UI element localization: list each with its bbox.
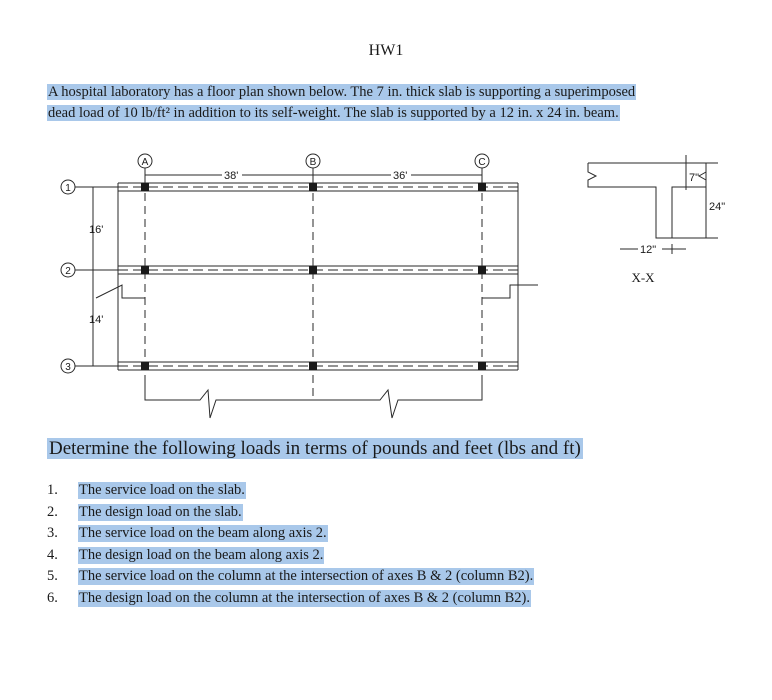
- task-text: The design load on the column at the intersection of axes B & 2 (column B2).: [79, 589, 531, 606]
- list-item: [47, 480, 534, 502]
- task-number: 2.: [47, 503, 58, 520]
- task-text: The service load on the slab.: [79, 482, 245, 499]
- task-prompt-text: Determine the following loads in terms of pounds and feet (lbs and ft): [49, 438, 581, 459]
- list-item: [47, 545, 534, 567]
- beam-axis-2: [118, 266, 518, 274]
- break-line-left: [96, 285, 145, 298]
- axis-label-1: 1: [65, 183, 71, 194]
- beam-width-label: 12": [640, 244, 657, 256]
- page-title: HW1: [368, 42, 404, 59]
- beam-depth-label: 24": [709, 201, 726, 213]
- span-2-label: 36': [393, 170, 408, 182]
- task-text: The design load on the beam along axis 2.: [79, 546, 324, 563]
- span-1-label: 38': [224, 170, 239, 182]
- slab-thickness-label: 7": [689, 172, 700, 184]
- floor-plan-drawing: [0, 140, 772, 430]
- task-number: 4.: [47, 546, 58, 563]
- task-prompt: [47, 438, 583, 460]
- row-spacing-2-label: 14': [89, 314, 104, 326]
- section-x-x: [588, 155, 718, 254]
- section-label: X-X: [631, 270, 655, 285]
- row-spacing-1-label: 16': [89, 224, 104, 236]
- task-text: The service load on the column at the intersection of axes B & 2 (column B2).: [79, 568, 534, 585]
- axis-label-b: B: [309, 157, 317, 168]
- task-number: 5.: [47, 568, 58, 585]
- axis-label-3: 3: [65, 362, 71, 373]
- list-item: [47, 523, 534, 545]
- list-item: [47, 566, 534, 588]
- beam-axis-3: [118, 362, 518, 370]
- task-list: [47, 480, 534, 609]
- axis-label-2: 2: [65, 266, 71, 277]
- problem-statement: [47, 82, 737, 124]
- beam-axis-1: [118, 183, 518, 191]
- task-number: 6.: [47, 589, 58, 606]
- intro-line-2: dead load of 10 lb/ft² in addition to its self-weight. The slab is supported by a 12 in. x 24 in. beam.: [48, 105, 619, 121]
- task-number: 3.: [47, 525, 58, 542]
- list-item: [47, 588, 534, 610]
- task-number: 1.: [47, 482, 58, 499]
- list-item: [47, 502, 534, 524]
- axis-label-c: C: [478, 157, 486, 168]
- break-line-right: [482, 285, 538, 298]
- intro-line-1: A hospital laboratory has a floor plan shown below. The 7 in. thick slab is supporting a superimposed: [48, 84, 636, 100]
- task-text: The design load on the slab.: [79, 503, 242, 520]
- axis-label-a: A: [141, 157, 149, 168]
- task-text: The service load on the beam along axis 2.: [79, 525, 327, 542]
